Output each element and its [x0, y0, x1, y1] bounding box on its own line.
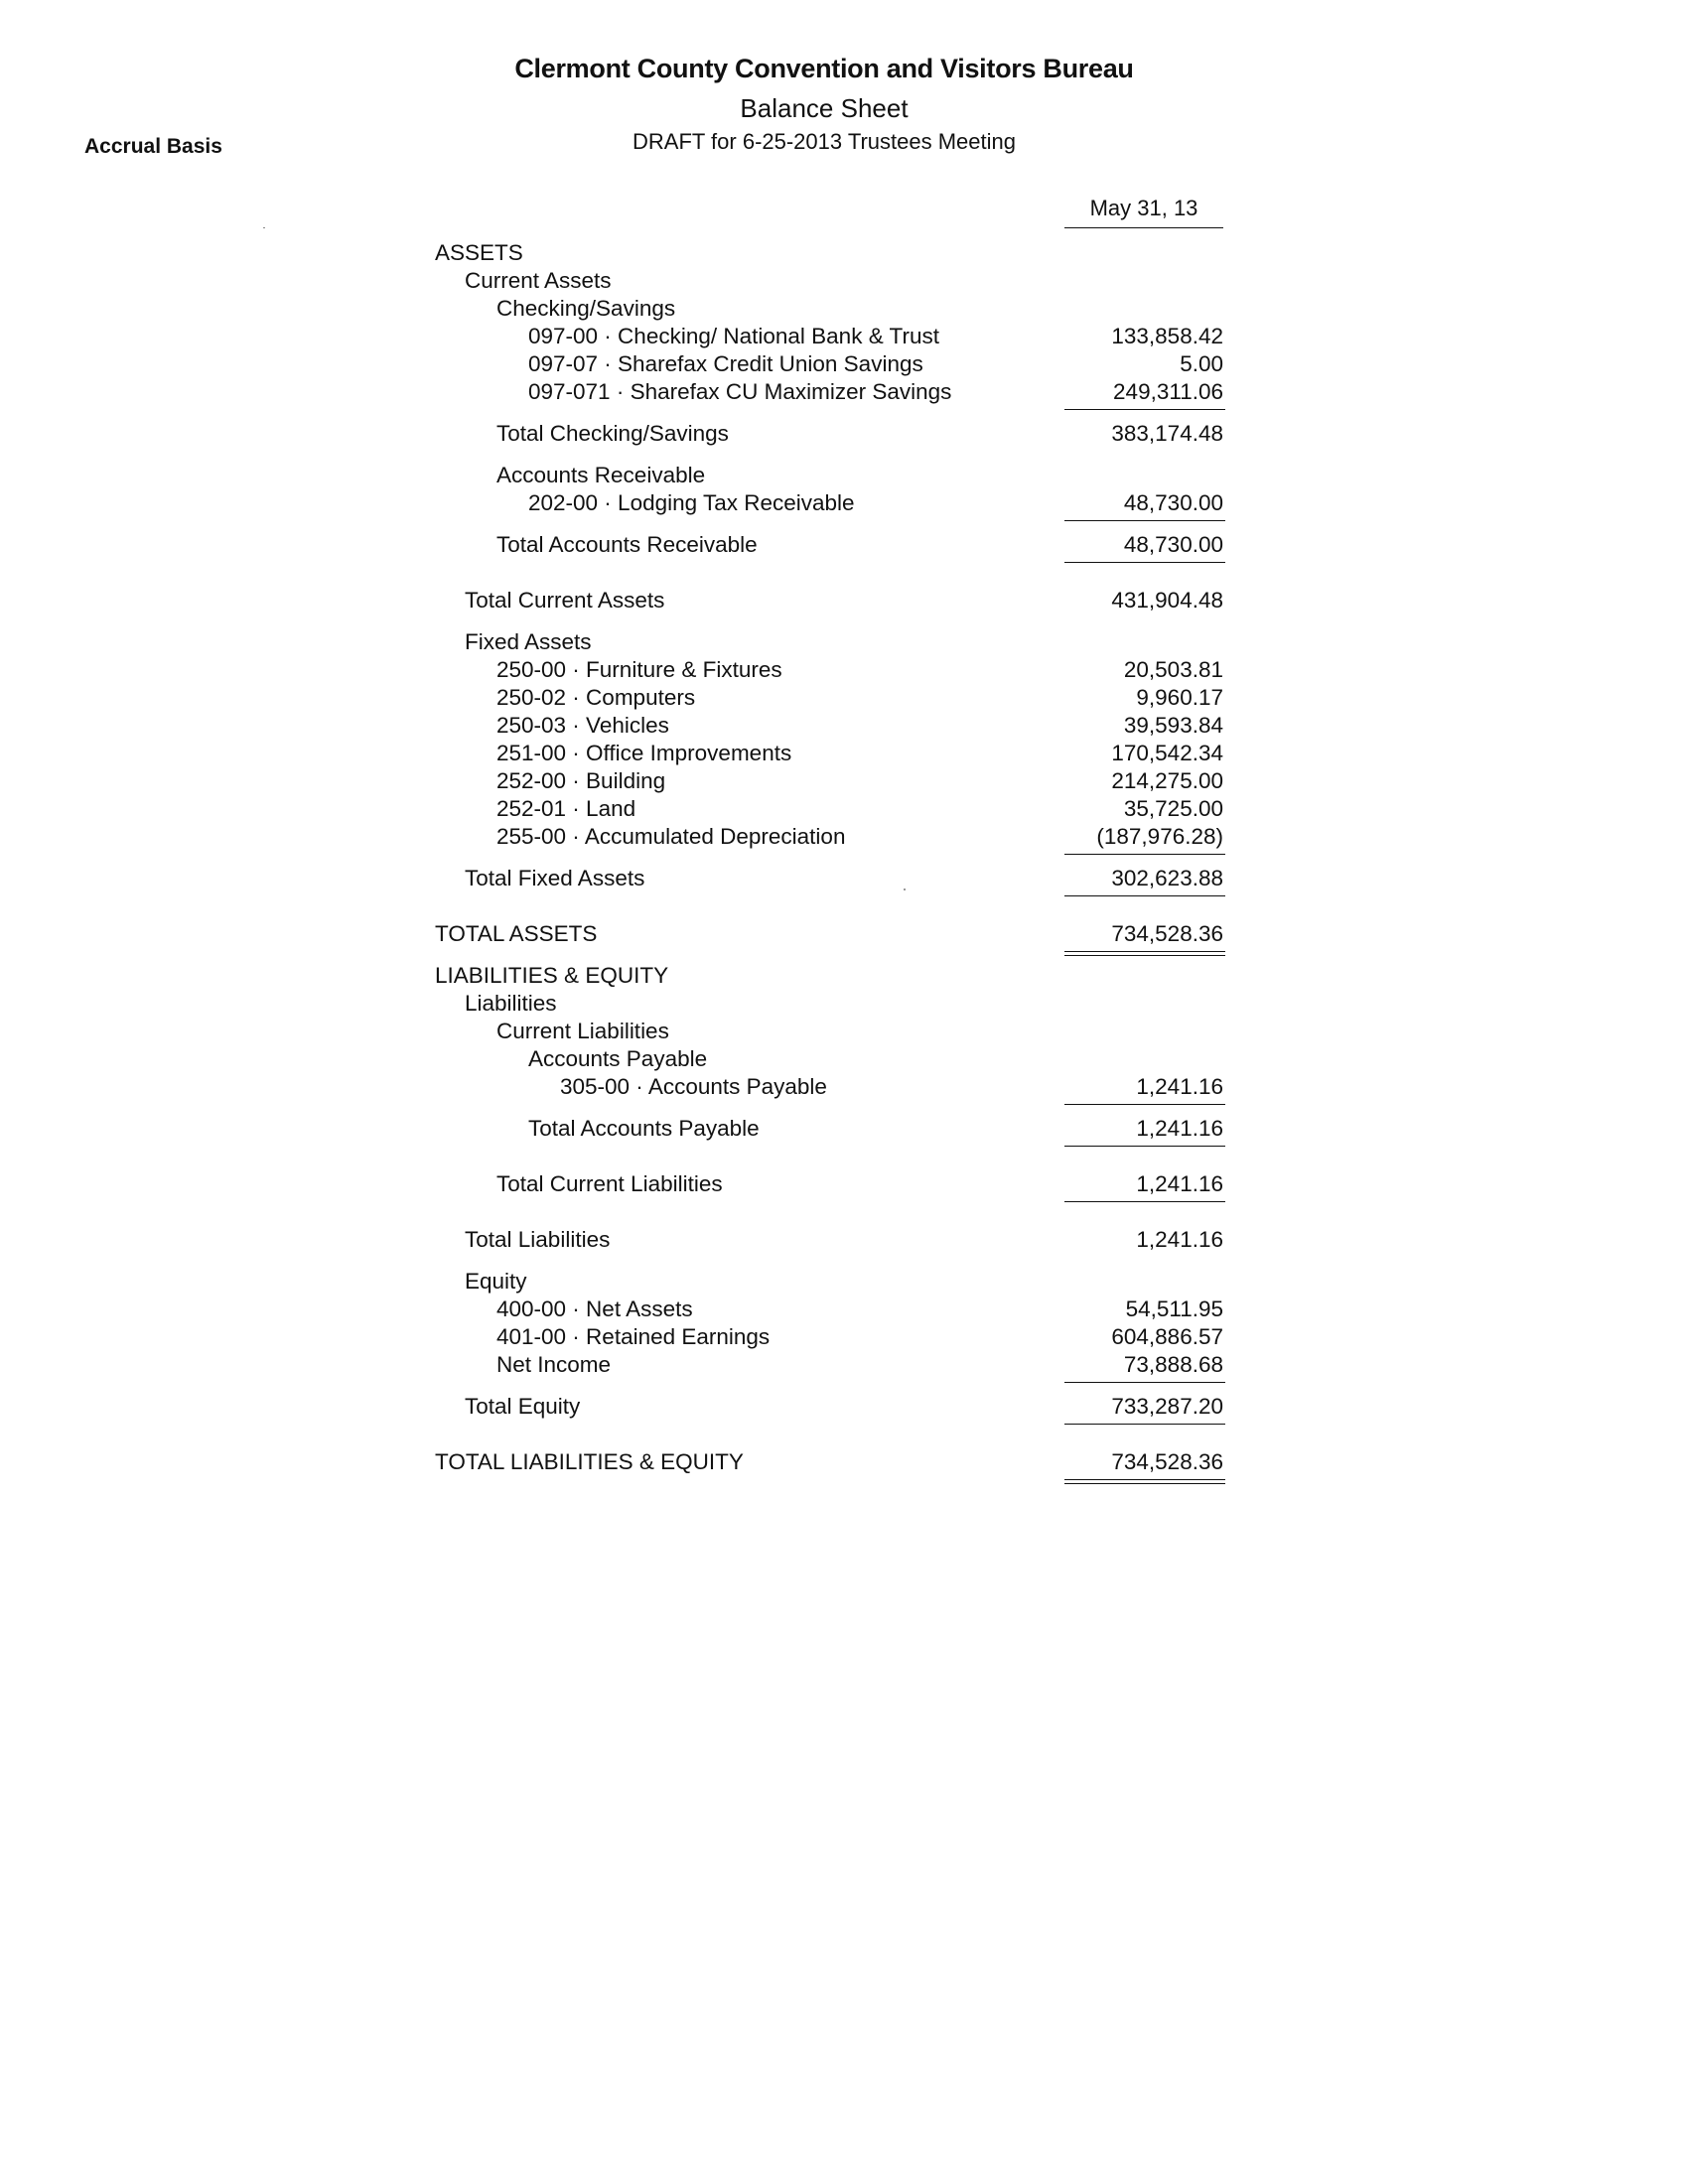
row-label: 401-00 · Retained Earnings: [496, 1324, 771, 1349]
table-row: [0, 588, 1688, 614]
row-label: 252-01 · Land: [496, 796, 636, 821]
row-amount: 431,904.48: [1111, 588, 1223, 613]
row-label: 250-02 · Computers: [496, 685, 696, 710]
organization-title: Clermont County Convention and Visitors Bureau: [514, 54, 1134, 83]
row-label: Accounts Payable: [528, 1046, 708, 1071]
double-total-rule: [1064, 951, 1225, 956]
row-label: TOTAL ASSETS: [435, 921, 598, 946]
row-label: Total Liabilities: [465, 1227, 611, 1252]
row-amount: 170,542.34: [1111, 741, 1223, 765]
table-row: [0, 1449, 1688, 1475]
row-label: Total Checking/Savings: [496, 421, 729, 446]
report-title: Balance Sheet: [740, 93, 909, 123]
table-row: [0, 1046, 1688, 1072]
row-amount: 9,960.17: [1136, 685, 1223, 710]
row-label: 305-00 · Accounts Payable: [560, 1074, 827, 1099]
table-row: [0, 351, 1688, 377]
row-label: 250-03 · Vehicles: [496, 713, 669, 738]
row-label: Total Accounts Receivable: [496, 532, 758, 557]
table-row: [0, 991, 1688, 1017]
row-amount: 54,511.95: [1125, 1297, 1223, 1321]
table-row: [0, 1074, 1688, 1100]
row-label: Accounts Receivable: [496, 463, 706, 487]
table-row: [0, 532, 1688, 558]
row-label: Equity: [465, 1269, 527, 1294]
subtotal-rule: [1064, 562, 1225, 563]
row-amount: 734,528.36: [1111, 1449, 1223, 1474]
table-row: [0, 1227, 1688, 1253]
row-label: Liabilities: [465, 991, 557, 1016]
table-row: [0, 490, 1688, 516]
table-row: [0, 1297, 1688, 1322]
row-label: Current Assets: [465, 268, 612, 293]
table-row: [0, 629, 1688, 655]
row-amount: 39,593.84: [1123, 713, 1223, 738]
row-amount: 1,241.16: [1136, 1171, 1223, 1196]
row-label: ASSETS: [435, 240, 523, 265]
row-label: Current Liabilities: [496, 1019, 669, 1043]
row-label: 097-07 · Sharefax Credit Union Savings: [528, 351, 923, 376]
row-label: Total Accounts Payable: [528, 1116, 760, 1141]
row-label: Net Income: [496, 1352, 612, 1377]
row-amount: (187,976.28): [1096, 824, 1223, 849]
row-label: Fixed Assets: [465, 629, 592, 654]
row-amount: 133,858.42: [1111, 324, 1223, 348]
table-row: [0, 421, 1688, 447]
table-row: [0, 324, 1688, 349]
table-row: [0, 1394, 1688, 1420]
table-row: [0, 796, 1688, 822]
row-label: 255-00 · Accumulated Depreciation: [496, 824, 846, 849]
row-amount: 48,730.00: [1123, 490, 1223, 515]
row-label: 250-00 · Furniture & Fixtures: [496, 657, 782, 682]
report-subtitle: DRAFT for 6-25-2013 Trustees Meeting: [633, 129, 1016, 154]
row-amount: 1,241.16: [1136, 1227, 1223, 1252]
table-row: [0, 685, 1688, 711]
row-amount: 35,725.00: [1123, 796, 1223, 821]
row-amount: 604,886.57: [1111, 1324, 1223, 1349]
row-label: TOTAL LIABILITIES & EQUITY: [435, 1449, 744, 1474]
row-label: Total Current Assets: [465, 588, 665, 613]
row-amount: 249,311.06: [1113, 379, 1223, 404]
subtotal-rule: [1064, 854, 1225, 855]
row-amount: 73,888.68: [1123, 1352, 1223, 1377]
row-label: Total Current Liabilities: [496, 1171, 723, 1196]
row-amount: 734,528.36: [1111, 921, 1223, 946]
row-label: Total Fixed Assets: [465, 866, 645, 890]
subtotal-rule: [1064, 1424, 1225, 1425]
row-label: 252-00 · Building: [496, 768, 666, 793]
row-label: LIABILITIES & EQUITY: [435, 963, 669, 988]
table-row: [0, 963, 1688, 989]
row-label: 097-00 · Checking/ National Bank & Trust: [528, 324, 939, 348]
table-row: [0, 866, 1688, 891]
table-row: [0, 713, 1688, 739]
row-amount: 48,730.00: [1123, 532, 1223, 557]
subtotal-rule: [1064, 520, 1225, 521]
column-heading-date: May 31, 13: [1064, 196, 1223, 228]
table-row: [0, 768, 1688, 794]
table-row: [0, 921, 1688, 947]
table-row: [0, 1352, 1688, 1378]
subtotal-rule: [1064, 1382, 1225, 1383]
row-amount: 214,275.00: [1111, 768, 1223, 793]
table-row: [0, 1269, 1688, 1295]
row-amount: 302,623.88: [1111, 866, 1223, 890]
table-row: [0, 240, 1688, 266]
row-amount: 1,241.16: [1136, 1074, 1223, 1099]
row-label: 097-071 · Sharefax CU Maximizer Savings: [528, 379, 952, 404]
row-label: Checking/Savings: [496, 296, 676, 321]
table-row: [0, 1324, 1688, 1350]
row-amount: 1,241.16: [1136, 1116, 1223, 1141]
table-row: [0, 1171, 1688, 1197]
row-label: Total Equity: [465, 1394, 581, 1419]
subtotal-rule: [1064, 1104, 1225, 1105]
table-row: [0, 741, 1688, 766]
row-amount: 20,503.81: [1123, 657, 1223, 682]
subtotal-rule: [1064, 1201, 1225, 1202]
row-amount: 5.00: [1180, 351, 1223, 376]
row-amount: 733,287.20: [1111, 1394, 1223, 1419]
subtotal-rule: [1064, 1146, 1225, 1147]
double-total-rule: [1064, 1479, 1225, 1484]
table-row: [0, 463, 1688, 488]
row-label: 202-00 · Lodging Tax Receivable: [528, 490, 855, 515]
table-row: [0, 379, 1688, 405]
table-row: [0, 1116, 1688, 1142]
table-row: [0, 268, 1688, 294]
row-label: 400-00 · Net Assets: [496, 1297, 693, 1321]
row-label: 251-00 · Office Improvements: [496, 741, 792, 765]
table-row: [0, 824, 1688, 850]
table-row: [0, 657, 1688, 683]
subtotal-rule: [1064, 409, 1225, 410]
table-row: [0, 1019, 1688, 1044]
accounting-basis-label: Accrual Basis: [84, 135, 222, 158]
table-row: [0, 296, 1688, 322]
subtotal-rule: [1064, 895, 1225, 896]
row-amount: 383,174.48: [1111, 421, 1223, 446]
